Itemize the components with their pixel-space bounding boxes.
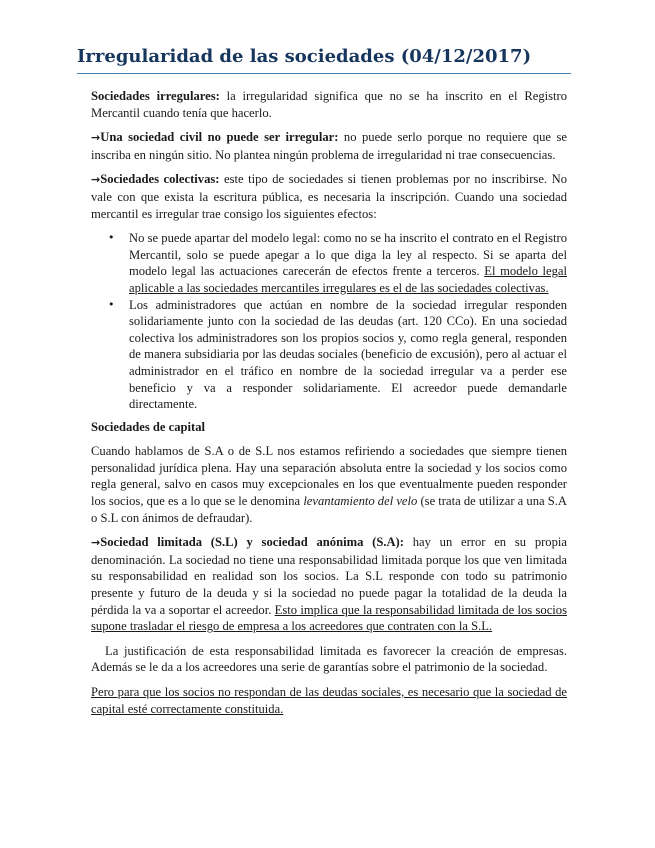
paragraph-sociedades-colectivas: [91, 171, 567, 222]
bullet-icon: •: [108, 297, 115, 311]
paragraph-text: no puede serlo porque no requiere que se inscriba en ningún sitio. No plantea ningún problema de irregularidad ni trae consecuencias.: [91, 130, 567, 162]
paragraph-sociedades-irregulares: [91, 88, 567, 121]
underlined-text: Esto implica que la responsabilidad limitada de los socios supone trasladar el riesgo de empresa a los acreedores que contraten con la S.L.: [91, 602, 567, 634]
arrow-icon: →: [91, 536, 101, 550]
paragraph-text: este tipo de sociedades si tienen problemas por no inscribirse. No vale con que exista la escritura pública, es necesaria la inscripción. Cuando una sociedad mercantil es irregular trae consigo los siguientes efectos:: [91, 172, 567, 221]
paragraph-text: (se trata de utilizar a una S.A o S.L con ánimos de defraudar).: [91, 494, 567, 525]
paragraph-sociedad-civil: [91, 129, 567, 163]
paragraph-constitucion: [91, 684, 567, 717]
term-sociedades-colectivas: Sociedades colectivas:: [100, 172, 220, 187]
title-underline-rule: [77, 73, 571, 74]
term-sociedades-irregulares: Sociedades irregulares:: [91, 89, 220, 103]
italic-term: levantamiento del velo: [303, 494, 418, 509]
underlined-text: El modelo legal aplicable a las sociedades mercantiles irregulares es el de las sociedades colectivas.: [129, 264, 567, 295]
paragraph-sociedades-capital: [91, 443, 567, 526]
list-item-text: Los administradores que actúan en nombre de la sociedad irregular responden solidariamente junto con la sociedad de las deudas (art. 120 CCo). En una sociedad colectiva los administradores son los propios socios y, como regla general, responden de manera subsidiaria por las deudas sociales (beneficio de excusión), pero al actuar el administrador en el tráfico en nombre de la sociedad irregular va a perder ese beneficio y va a responder solidariamente. El acreedor puede demandarle directamente.: [129, 297, 567, 412]
effects-list: [91, 230, 567, 413]
bullet-icon: •: [108, 231, 115, 245]
paragraph-text: Cuando hablamos de S.A o de S.L nos estamos refiriendo a sociedades que siempre tienen personalidad jurídica plena. Hay una separación absoluta entre la sociedad y los socios como regla general, salvo en casos muy excepcionales en los que eventualmente pueden responder los socios, que es a lo que se le denomina: [91, 444, 567, 509]
paragraph-sl-sa: [91, 534, 567, 635]
list-item: [91, 297, 567, 413]
document-title: Irregularidad de las sociedades (04/12/2017): [77, 46, 532, 67]
term-sl-sa: Sociedad limitada (S.L) y sociedad anónima (S.A):: [100, 535, 404, 550]
heading-sociedades-de-capital: Sociedades de capital: [91, 419, 206, 434]
paragraph-text: hay un error en su propia denominación. La sociedad no tiene una responsabilidad limitada porque los que ven limitada su responsabilidad en realidad son los socios. La S.L responde con todo su patrimonio presente y futuro de la deuda y si la sociedad no puede pagar la totalidad de la deuda la pérdida la va a soportar el acreedor.: [91, 535, 567, 617]
paragraph-text: la irregularidad significa que no se ha inscrito en el Registro Mercantil cuando tenía que hacerlo.: [91, 89, 568, 120]
underlined-text: Pero para que los socios no respondan de las deudas sociales, es necesario que la sociedad de capital esté correctamente constituida.: [91, 685, 567, 716]
arrow-icon: →: [91, 131, 101, 145]
term-sociedad-civil: Una sociedad civil no puede ser irregular:: [100, 130, 339, 145]
arrow-icon: →: [91, 173, 101, 187]
paragraph-justificacion: La justificación de esta responsabilidad limitada es favorecer la creación de empresas. Además se le da a los acreedores una serie de garantías sobre el patrimonio de la sociedad.: [91, 643, 567, 675]
document-body: [91, 88, 567, 725]
list-item-text: No se puede apartar del modelo legal: como no se ha inscrito el contrato en el Registro Mercantil, solo se puede apegar a lo que diga la ley al respecto. Si se aparta del modelo legal las actuaciones carecerán de efectos frente a terceros.: [129, 231, 567, 279]
list-item: [91, 230, 567, 296]
